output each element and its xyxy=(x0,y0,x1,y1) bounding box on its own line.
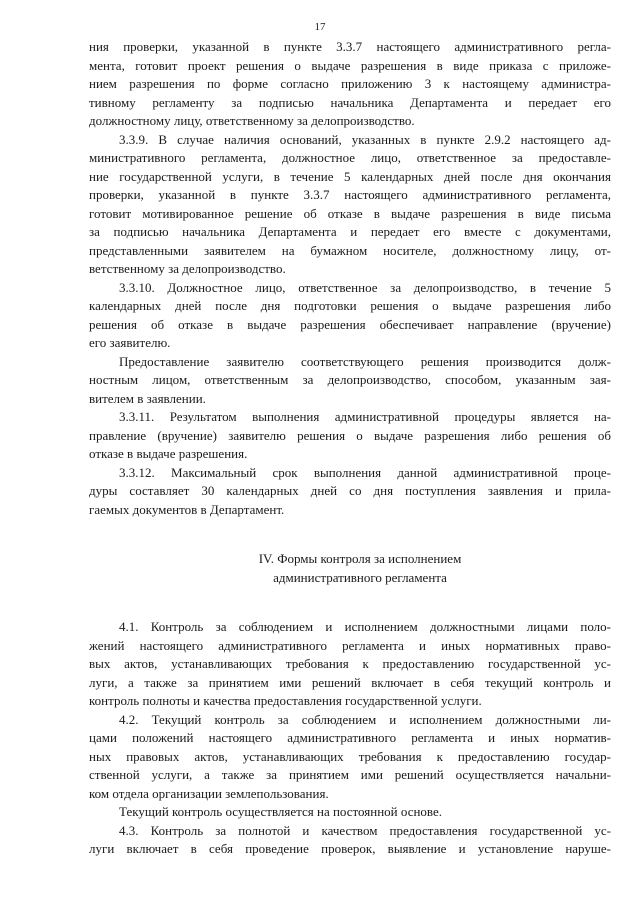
text-line: календарных дней после дня подготовки решения о выдаче разрешения либо xyxy=(89,298,611,313)
paragraph xyxy=(89,822,611,859)
text-line: ком отдела организации землепользования. xyxy=(89,785,329,801)
section-heading xyxy=(89,549,611,587)
text-line: ния проверки, указанной в пункте 3.3.7 настоящего административного регла- xyxy=(89,39,611,54)
paragraph xyxy=(89,711,611,804)
text-line: 3.3.11. Результатом выполнения административной процедуры является на- xyxy=(119,409,611,424)
text-line: луги, а также за принятием ими решений включает в себя текущий контроль и xyxy=(89,674,611,690)
text-line: правление (вручение) заявителю решения о выдаче разрешения либо решения об xyxy=(89,427,611,443)
text-line: ственной услуги, а также за принятием ими решений осуществляется начальни- xyxy=(89,767,611,782)
paragraph xyxy=(89,464,611,520)
text-line: вителем в заявлении. xyxy=(89,390,206,406)
paragraph xyxy=(89,131,611,279)
text-line: отказе в выдаче разрешения. xyxy=(89,446,248,461)
text-line: ных правовых актов, устанавливающих требования к предоставлению государ- xyxy=(89,748,611,764)
text-line: министративного регламента, должностное лицо, ответственное за предоставле- xyxy=(89,150,611,165)
text-line: должностному лицу, ответственному за делопроизводство. xyxy=(89,113,415,128)
paragraph xyxy=(89,38,611,131)
text-line: 3.3.10. Должностное лицо, ответственное за делопроизводство, в течение 5 xyxy=(119,279,611,295)
text-line: луги включает в себя проведение проверок, выявление и установление наруше- xyxy=(89,841,611,856)
paragraph xyxy=(89,803,611,822)
text-line: его заявителю. xyxy=(89,335,171,350)
text-line: ностным лицом, ответственным за делопроизводство, способом, указанным зая- xyxy=(89,372,611,387)
text-line: мента, готовит проект решения о выдаче разрешения в виде приказа с приложе- xyxy=(89,57,611,73)
text-line: 4.2. Текущий контроль за соблюдением и исполнением должностными ли- xyxy=(119,711,611,727)
text-line: 3.3.9. В случае наличия оснований, указанных в пункте 2.9.2 настоящего ад- xyxy=(119,131,611,147)
text-line: дуры составляет 30 календарных дней со дня поступления заявления и прила- xyxy=(89,483,611,498)
text-line: проверки, указанной в пункте 3.3.7 настоящего административного регламента, xyxy=(89,187,611,202)
text-line: гаемых документов в Департамент. xyxy=(89,501,285,517)
text-line: Предоставление заявителю соответствующего решения производится долж- xyxy=(119,353,611,369)
page-number: 17 xyxy=(314,21,326,33)
text-line: ветственному за делопроизводство. xyxy=(89,261,286,276)
paragraph xyxy=(89,279,611,353)
text-line: 3.3.12. Максимальный срок выполнения данной административной проце- xyxy=(119,464,611,480)
text-line: цами положений настоящего административного регламента и иных норматив- xyxy=(89,730,611,745)
text-line: 4.1. Контроль за соблюдением и исполнением должностными лицами поло- xyxy=(119,619,611,634)
section-heading-line: административного регламента xyxy=(273,570,447,585)
text-line: представленными заявителем на бумажном носителе, должностному лицу, от- xyxy=(89,242,611,258)
text-line: нием разрешения по форме согласно приложению 3 к настоящему администра- xyxy=(89,76,611,91)
text-line: 4.3. Контроль за полнотой и качеством предоставления государственной ус- xyxy=(119,822,611,838)
text-line: за подписью начальника Департамента и передает его вместе с документами, xyxy=(89,224,611,239)
text-line: жений настоящего административного регламента и иных нормативных право- xyxy=(89,637,611,653)
text-line: готовит мотивированное решение об отказе в выдаче разрешения в виде письма xyxy=(89,205,611,221)
paragraph xyxy=(89,618,611,711)
document-body xyxy=(89,38,611,859)
text-line: тивному регламенту за подписью начальника Департамента и передает его xyxy=(89,94,611,110)
text-line: ние государственной услуги, в течение 5 календарных дней после дня окончания xyxy=(89,168,611,184)
section-heading-line: IV. Формы контроля за исполнением xyxy=(258,551,462,566)
text-line: Текущий контроль осуществляется на постоянной основе. xyxy=(119,804,443,819)
paragraph xyxy=(89,408,611,464)
text-line: вых актов, устанавливающих требования к предоставлению государственной ус- xyxy=(89,656,611,671)
text-line: контроль полноты и качества предоставления государственной услуги. xyxy=(89,693,482,708)
text-line: решения об отказе в выдаче разрешения обеспечивает направление (вручение) xyxy=(89,316,611,332)
paragraph xyxy=(89,353,611,409)
